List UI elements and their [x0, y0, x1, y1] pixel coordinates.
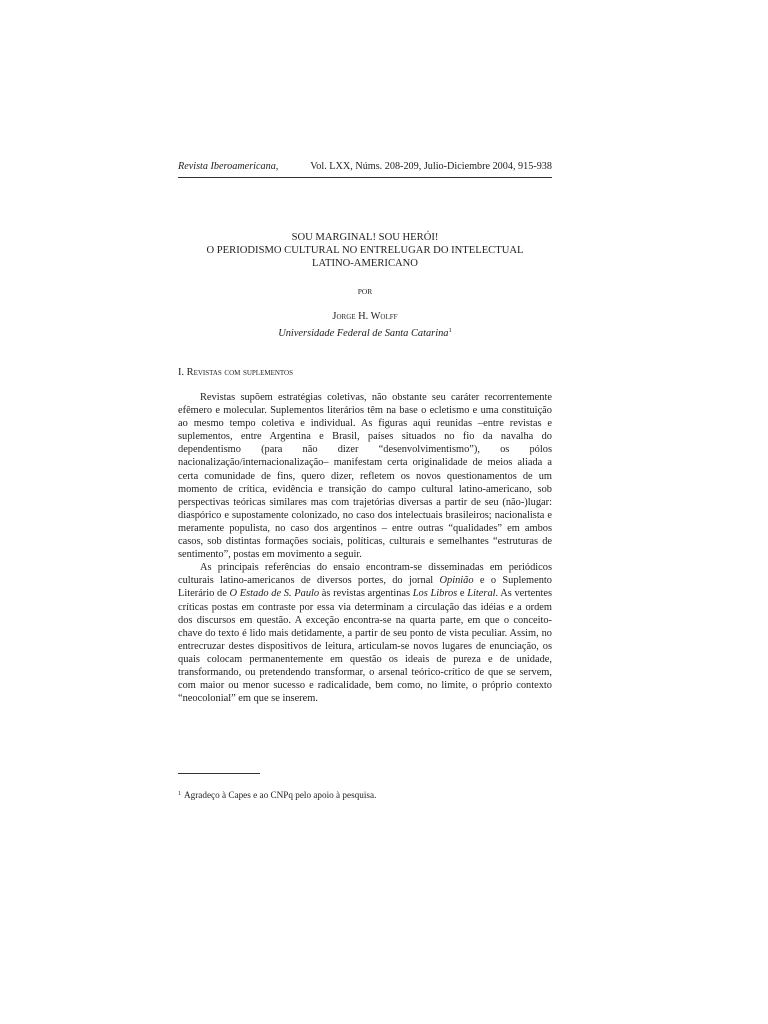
paragraph-2-text-c: às revistas argentinas	[319, 588, 413, 600]
title-literal: Literal	[467, 588, 496, 600]
paragraph-2-text-a: As principais referências do ensaio encontram-se disseminadas em periódicos culturais latino-americanos de diversos portes, do jornal	[178, 562, 552, 587]
footnote-reference[interactable]: 1	[448, 327, 452, 334]
title-line-1: SOU MARGINAL! SOU HERÓI!	[291, 232, 439, 243]
title-estado-sp: O Estado de S. Paulo	[229, 588, 320, 600]
journal-name: Revista Iberoamericana,	[178, 161, 279, 172]
byline-prefix: POR	[357, 287, 373, 296]
article-title	[178, 231, 552, 270]
title-line-2: O PERIODISMO CULTURAL NO ENTRELUGAR DO INTELECTUAL	[206, 245, 524, 256]
footnote	[178, 788, 552, 801]
section-heading: I. Revistas com suplementos	[178, 367, 293, 378]
footnote-mark: 1	[178, 791, 181, 797]
title-opiniao: Opinião	[439, 575, 474, 587]
running-head	[178, 161, 552, 173]
title-los-libros: Los Libros	[412, 588, 458, 600]
article-body	[178, 391, 552, 705]
header-rule	[178, 177, 552, 178]
author-name: Jorge H. Wolff	[332, 311, 398, 322]
paragraph-2-text-b: e o Suplemento Literário de	[178, 575, 552, 600]
title-line-3: LATINO-AMERICANO	[312, 258, 418, 269]
paragraph-2-text-d: e	[457, 588, 468, 600]
affiliation-text: Universidade Federal de Santa Catarina	[278, 328, 449, 339]
journal-issue-details: Vol. LXX, Núms. 208-209, Julio-Diciembre 2004, 915-938	[310, 161, 552, 172]
paragraph-1: Revistas supõem estratégias coletivas, não obstante seu caráter recorrentemente efêmero e molecular. Suplementos literários têm na base o ecletismo e uma constituição ao mesmo tempo coletiva e individual. As figuras aqui reunidas –entre revistas e suplementos, entre Argentina e Brasil, países situados no fio da navalha do dependentismo (para não dizer “desenvolvimentismo”), os pólos nacionalização/internacionalização– manifestam certa originalidade de meios aliada a certa comunidade de fins, quero dizer, refletem os novos questionamentos de um momento de crítica, evidência e transição do campo cultural latino-americano, sob perspectivas teóricas similares mas com trajetórias diversas a partir de seu (não-)lugar: diaspórico e supostamente colonizado, no caso dos intelectuais brasileiros; nacionalista e meramente populista, no caso dos argentinos – entre outras “qualidades” em ambos casos, sob distintas formações sociais, políticas, culturais e semelhantes “estruturas de sentimento”, postas em movimento a seguir.	[178, 392, 552, 561]
footnote-text: Agradeço à Capes e ao CNPq pelo apoio à pesquisa.	[184, 790, 377, 800]
paragraph-2-text-e: . As vertentes críticas postas em contraste por essa via determinam a circulação das idéias e a ordem dos discursos em questão. A exceção encontra-se na quarta parte, em que o conceito-chave do texto é lido mais detidamente, a partir de seu ponto de vista peculiar. Assim, no entrecruzar destes dispositivos de leitura, articulam-se novos lugares de enunciação, os quais colocam permanentemente em questão os ideais de pureza e de unidade, transformando, ou pretendendo transformar, o arsenal teórico-crítico de que se servem, com maior ou menor sucesso e radicalidade, bem como, no limite, o próprio contexto “neocolonial” em que se inserem.	[178, 588, 552, 705]
author-affiliation	[178, 324, 552, 340]
footnote-rule	[178, 773, 260, 774]
paragraph-2	[178, 561, 552, 705]
